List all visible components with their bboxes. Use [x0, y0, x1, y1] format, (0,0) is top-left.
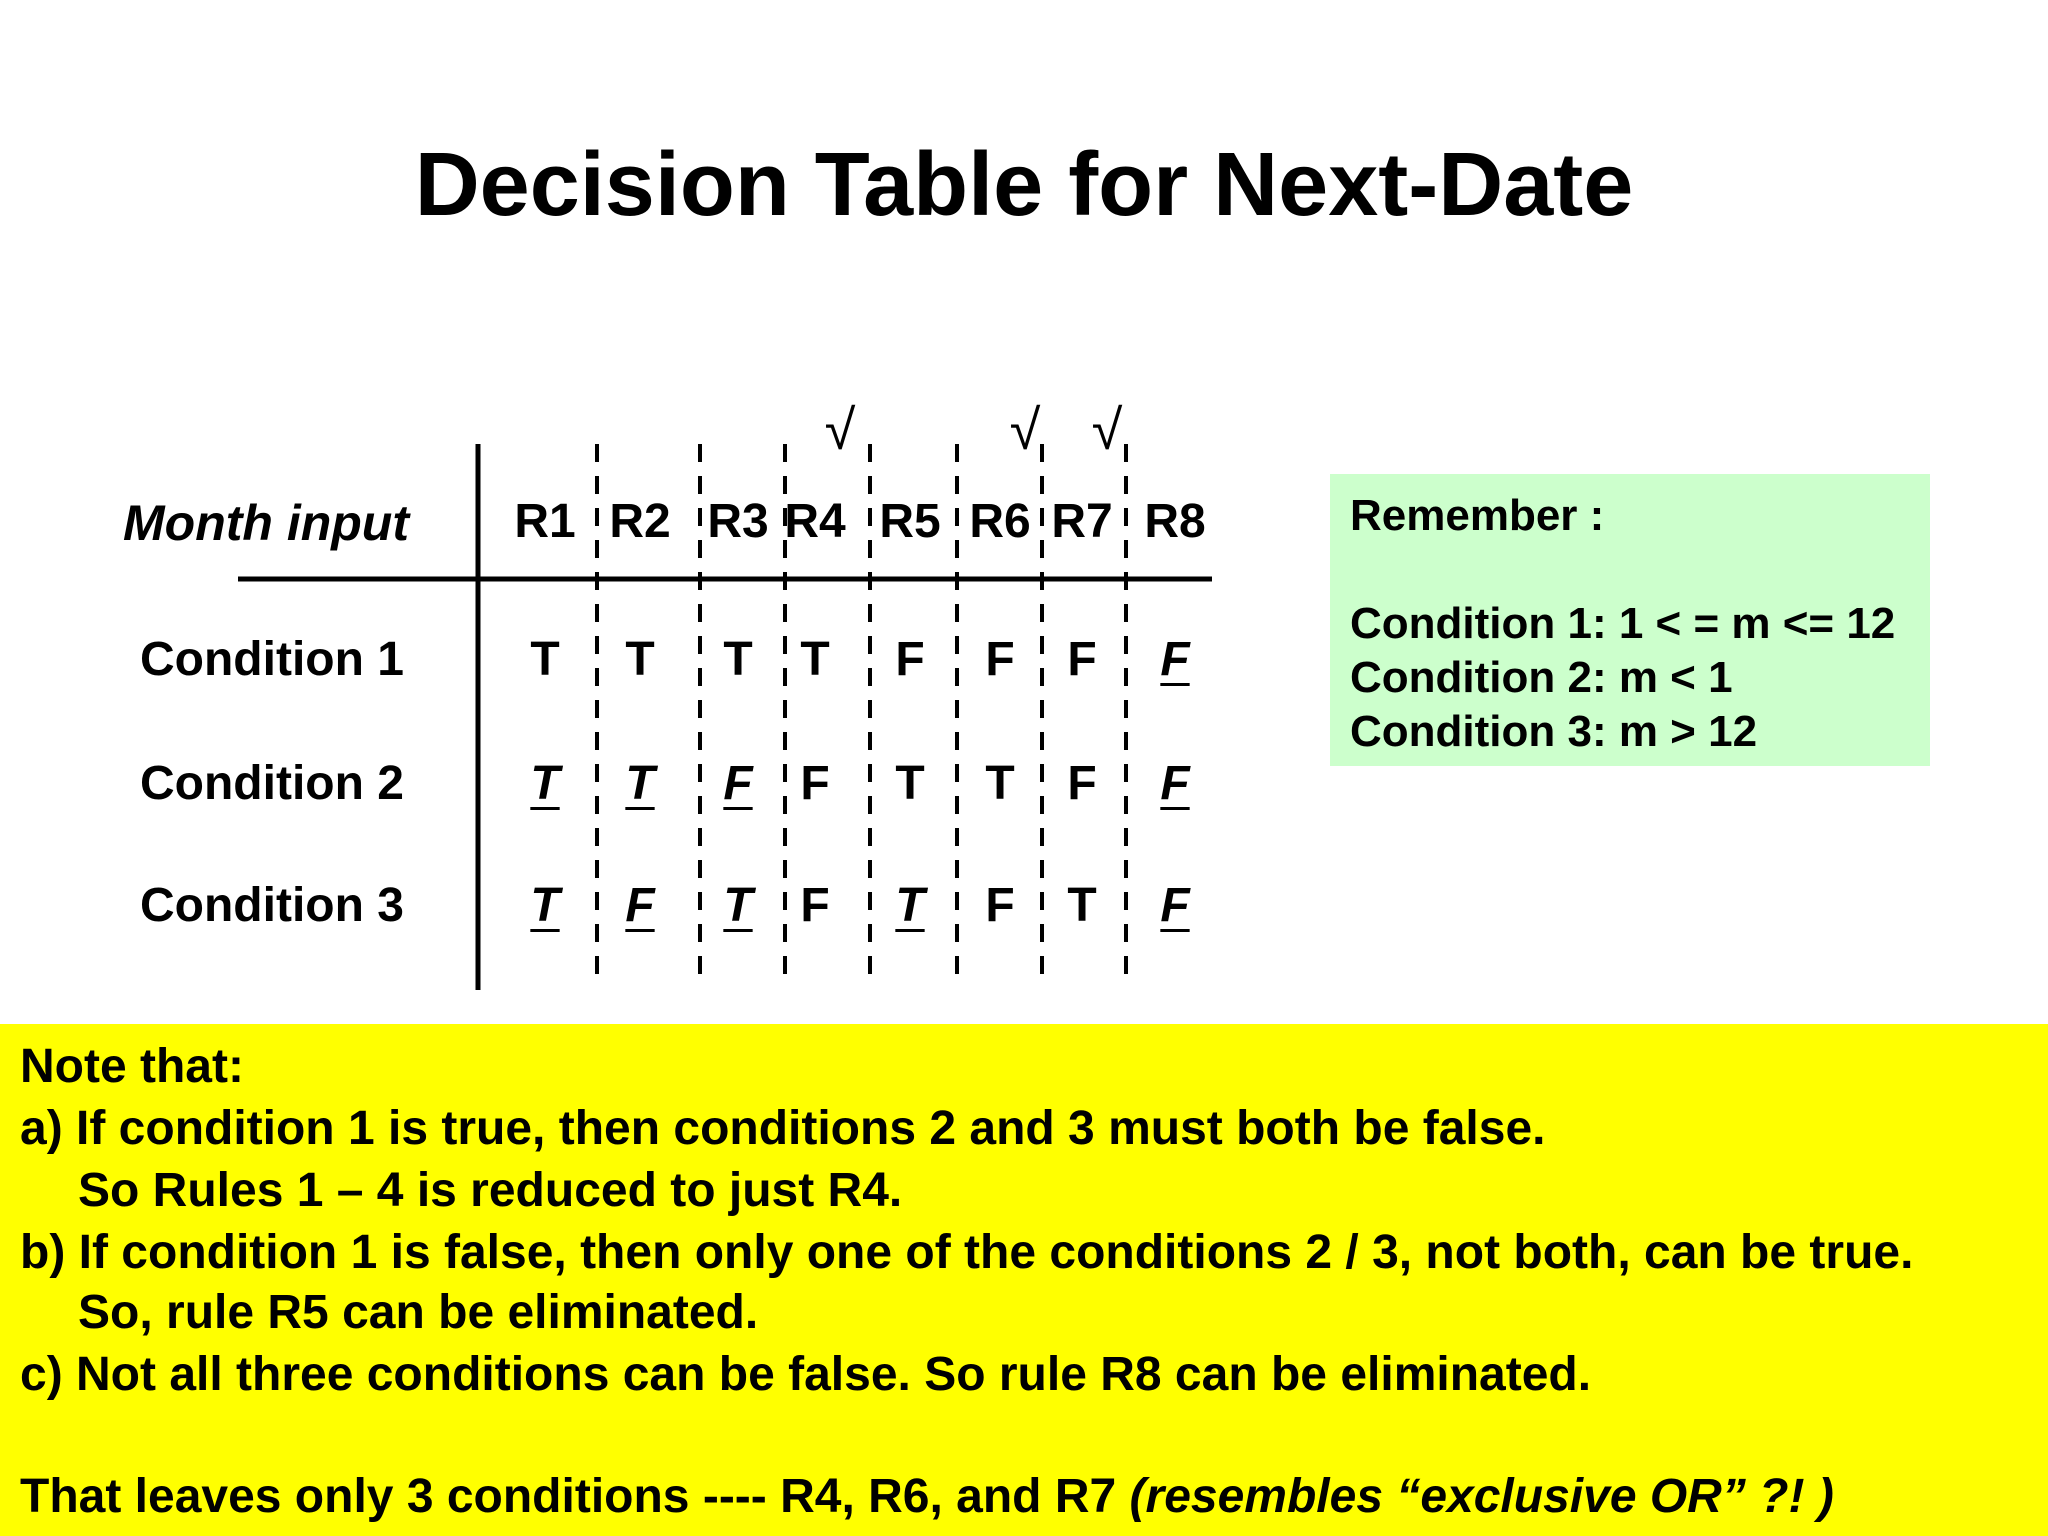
rule-header-r5: R5 — [879, 495, 941, 548]
remember-line: Condition 1: 1 < = m <= 12 — [1350, 599, 1896, 648]
table-cell: T — [530, 757, 560, 810]
table-cell: F — [800, 757, 830, 810]
table-cell: F — [1160, 879, 1190, 932]
note-c: c) Not all three conditions can be false. So rule R8 can be eliminated. — [20, 1348, 1592, 1401]
table-cell: T — [530, 879, 560, 932]
rule-header-r7: R7 — [1051, 495, 1113, 548]
note-a-detail: So Rules 1 – 4 is reduced to just R4. — [78, 1164, 903, 1217]
note-box — [0, 1024, 2048, 1536]
note-heading: Note that: — [20, 1040, 244, 1093]
table-cell: T — [625, 633, 655, 686]
table-cell: T — [895, 757, 925, 810]
rule-header-r8: R8 — [1144, 495, 1206, 548]
table-cell: F — [985, 633, 1015, 686]
table-cell: T — [625, 757, 655, 810]
summary-italic: (resembles “exclusive OR” ?! ) — [1129, 1470, 1834, 1523]
table-cell: F — [625, 879, 655, 932]
note-b-detail: So, rule R5 can be eliminated. — [78, 1286, 759, 1339]
rule-header-r1: R1 — [514, 495, 576, 548]
rule-header-r2: R2 — [609, 495, 671, 548]
condition-label: Condition 1 — [140, 633, 404, 686]
note-summary — [20, 1468, 1834, 1526]
check-mark-icon: √ — [1009, 398, 1041, 461]
table-cell: F — [1067, 633, 1097, 686]
table-cell: T — [723, 633, 753, 686]
remember-line: Condition 2: m < 1 — [1350, 653, 1733, 702]
rule-header-r4: R4 — [784, 495, 846, 548]
table-cell: F — [723, 757, 753, 810]
summary-text: That leaves only 3 conditions ---- R4, R6, and R7 — [20, 1470, 1130, 1523]
table-cell: T — [800, 633, 830, 686]
table-cell: T — [723, 879, 753, 932]
slide-title: Decision Table for Next-Date — [414, 135, 1634, 235]
rule-header-r3: R3 — [707, 495, 769, 548]
table-cell: F — [895, 633, 925, 686]
note-b: b) If condition 1 is false, then only one of the conditions 2 / 3, not both, can be true. — [20, 1226, 1914, 1279]
check-mark-icon: √ — [1091, 398, 1123, 461]
rule-header-r6: R6 — [969, 495, 1031, 548]
table-cell: F — [800, 879, 830, 932]
table-cell: T — [530, 633, 560, 686]
header-label: Month input — [123, 495, 409, 551]
condition-label: Condition 2 — [140, 757, 404, 810]
table-cell: T — [1067, 879, 1097, 932]
condition-label: Condition 3 — [140, 879, 404, 932]
remember-heading: Remember : — [1350, 491, 1605, 540]
remember-line: Condition 3: m > 12 — [1350, 707, 1758, 756]
table-cell: T — [895, 879, 925, 932]
table-cell: F — [1160, 633, 1190, 686]
table-cell: T — [985, 757, 1015, 810]
note-a: a) If condition 1 is true, then conditions 2 and 3 must both be false. — [20, 1102, 1546, 1155]
remember-box — [1330, 474, 1930, 766]
table-cell: F — [1160, 757, 1190, 810]
table-cell: F — [1067, 757, 1097, 810]
check-mark-icon: √ — [824, 398, 856, 461]
table-cell: F — [985, 879, 1015, 932]
